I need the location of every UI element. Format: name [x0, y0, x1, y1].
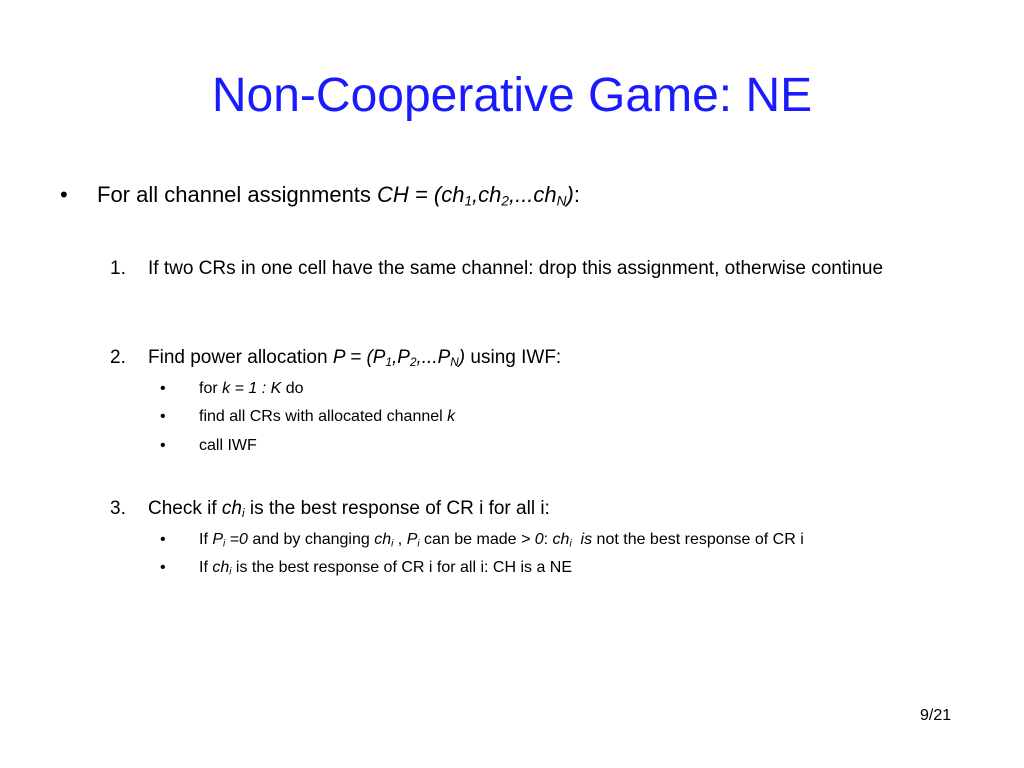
main-bullet-text: For all channel assignments CH = $(ch_1,ch_2,...ch_N)$: — [97, 182, 580, 209]
step-number: 2. — [110, 347, 126, 368]
sub-bullet-marker: • — [160, 559, 166, 576]
sub-bullet-marker: • — [160, 531, 166, 548]
sub-bullet-marker: • — [160, 380, 166, 397]
sub-item: find all CRs with allocated channel k — [199, 408, 456, 425]
step-number: 1. — [110, 258, 126, 279]
sub-item: for k = 1 : K do — [199, 380, 304, 397]
step-text: Check if $ch_i$ is the best response of CR i for all i: — [148, 498, 550, 520]
slide-title: Non-Cooperative Game: NE — [211, 69, 813, 122]
step-number: 3. — [110, 498, 126, 519]
step-text: Find power allocation $P = (P_1,P_2,...P_N)$ using IWF: — [148, 347, 562, 369]
bullet-marker: • — [60, 182, 68, 207]
step-text: If two CRs in one cell have the same channel: drop this assignment, otherwise continue — [148, 258, 884, 279]
sub-bullet-marker: • — [160, 437, 166, 454]
page-number: 9/21 — [920, 707, 952, 724]
sub-item: If $ch_i$ is the best response of CR i for all i: CH is a NE — [199, 559, 573, 578]
sub-item: call IWF — [199, 437, 257, 454]
sub-bullet-marker: • — [160, 408, 166, 425]
sub-item: If $P_i =0$ and by changing $ch_i$ , $P_i$ can be made > 0: $ch_i$ is not the best response of CR i — [199, 531, 804, 550]
